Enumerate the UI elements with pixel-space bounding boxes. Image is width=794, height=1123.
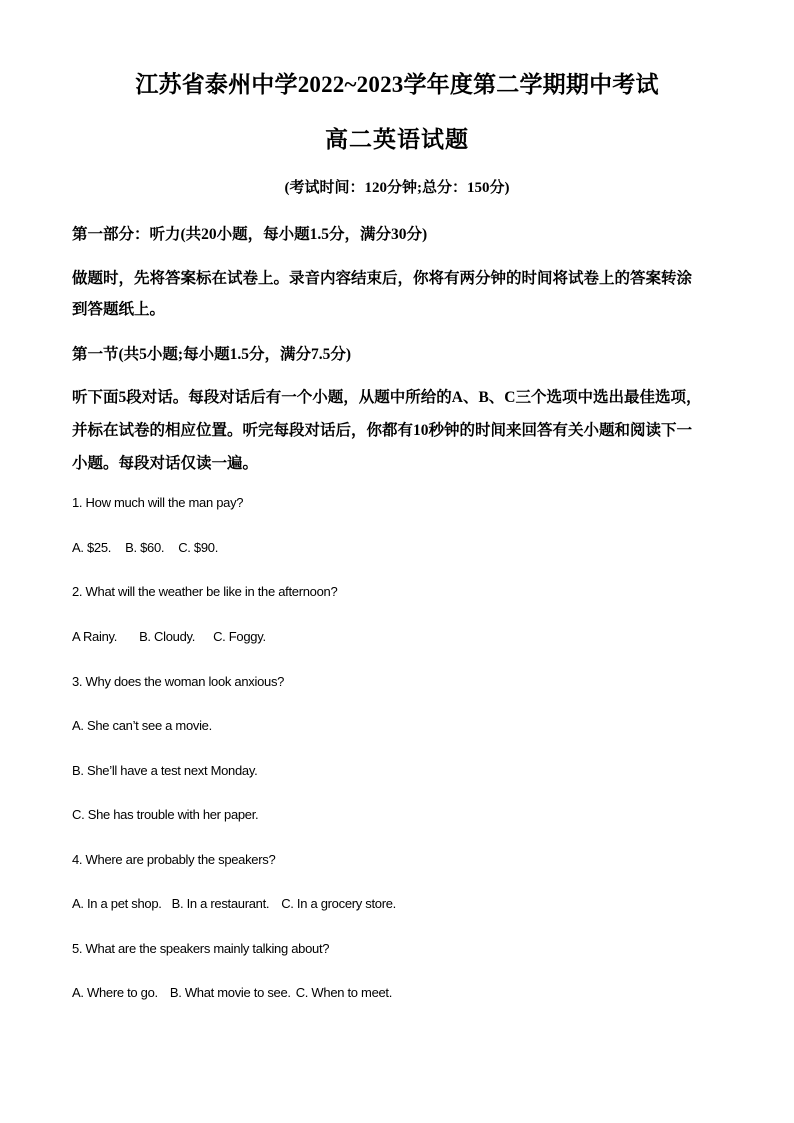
question-4-stem: 4. Where are probably the speakers? [72, 852, 276, 867]
part1-instruction-line1: 做题时，先将答案标在试卷上。录音内容结束后，你将有两分钟的时间将试卷上的答案转涂 [72, 270, 693, 287]
question-2-option-c: C. Foggy. [213, 629, 266, 644]
question-5-option-b: B. What movie to see. [169, 985, 291, 1000]
question-1-option-b: B. $60. [125, 540, 165, 555]
question-1-stem: 1. How much will the man pay? [72, 495, 244, 510]
part1-heading: 第一部分：听力(共20小题，每小题1.5分，满分30分) [72, 226, 428, 243]
section1-instruction-line1: 听下面5段对话。每段对话后有一个小题，从题中所给的A、B、C三个选项中选出最佳选项， [72, 389, 702, 406]
question-2-option-b: B. Cloudy. [139, 629, 196, 644]
section1-heading: 第一节(共5小题;每小题1.5分，满分7.5分) [72, 346, 351, 363]
question-3-option-a: A. She can’t see a movie. [72, 718, 212, 733]
question-4-option-b: B. In a restaurant. [171, 896, 270, 911]
question-5-option-a: A. Where to go. [72, 985, 158, 1000]
section1-instruction-line2: 并标在试卷的相应位置。听完每段对话后，你都有10秒钟的时间来回答有关小题和阅读下一 [72, 422, 693, 439]
question-3-option-b: B. She’ll have a test next Monday. [72, 763, 258, 778]
question-1-option-a: A. $25. [72, 540, 112, 555]
question-4-options [72, 896, 396, 911]
exam-title: 江苏省泰州中学2022~2023学年度第二学期期中考试 [135, 72, 659, 97]
question-5-option-c: C. When to meet. [295, 985, 393, 1000]
question-2-option-a: A Rainy. [72, 629, 118, 644]
section1-instruction-line3: 小题。每段对话仅读一遍。 [72, 455, 259, 472]
question-2-stem: 2. What will the weather be like in the afternoon? [72, 584, 338, 599]
question-1-options [72, 540, 218, 555]
question-5-options [72, 985, 392, 1000]
part1-instruction-line2: 到答题纸上。 [72, 301, 166, 318]
question-5-stem: 5. What are the speakers mainly talking about? [72, 941, 330, 956]
question-1-option-c: C. $90. [178, 540, 219, 555]
question-3-stem: 3. Why does the woman look anxious? [72, 674, 285, 689]
question-4-option-c: C. In a grocery store. [281, 896, 396, 911]
question-2-options [72, 629, 266, 644]
exam-info: (考试时间：120分钟;总分：150分) [284, 180, 510, 196]
exam-subtitle: 高二英语试题 [325, 127, 469, 152]
question-3-option-c: C. She has trouble with her paper. [72, 807, 259, 822]
question-4-option-a: A. In a pet shop. [72, 896, 162, 911]
